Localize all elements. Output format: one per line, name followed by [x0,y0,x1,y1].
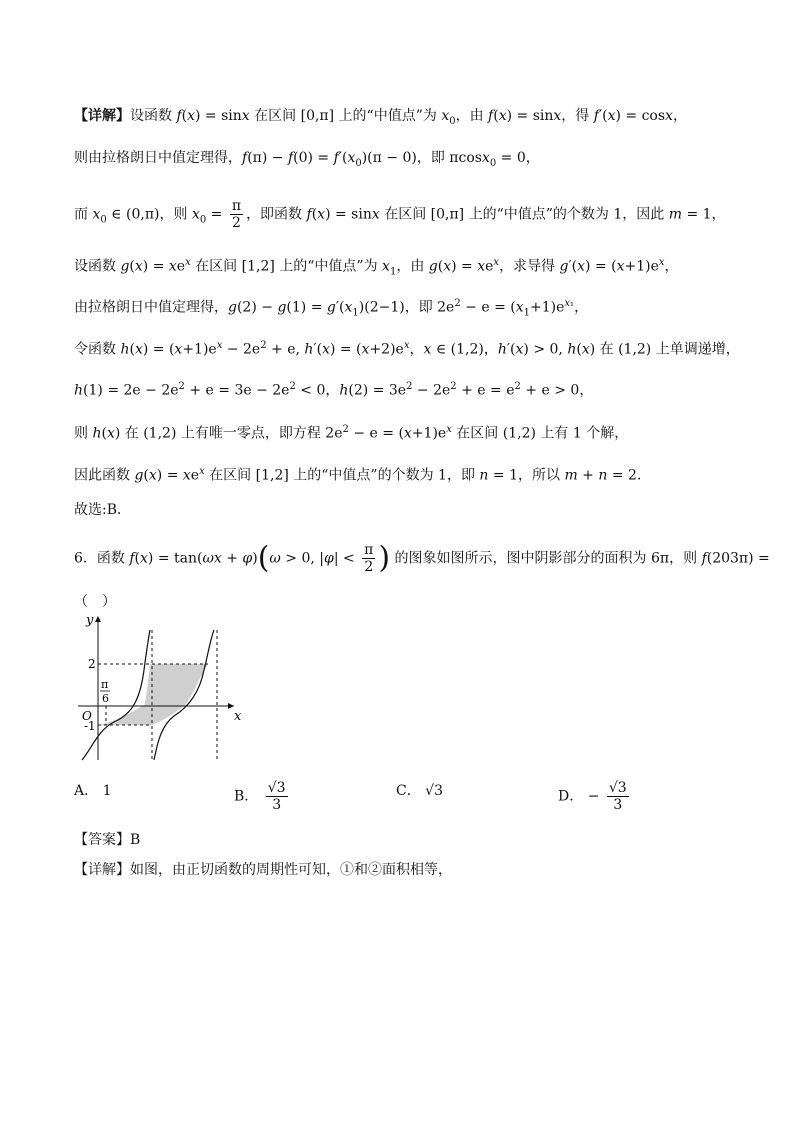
fraction-pi-over-2: $\frac{\pi}{2}$ [231,198,242,231]
detail-line-1: 【详解】设函数 f(x) = sinx 在区间 [0,π] 上的“中值点”为 $x_0$，由 f(x) = sinx，得 f′(x) = cosx， [74,108,687,127]
option-a-label: A． [74,783,99,799]
option-c-value: √3 [425,783,443,799]
option-a-value: 1 [102,783,112,799]
detail-line-9: 因此函数 $g(x) = xe^x$ 在区间 [1,2] 上的“中值点”的个数为 1，即 n = 1，所以 m + n = 2． [74,466,651,484]
option-a[interactable] [74,780,112,800]
detail-last-line: 【详解】如图，由正切函数的周期性可知，①和②面积相等， [74,862,452,878]
detail-line-4: 设函数 $g(x) = xe^x$ 在区间 [1,2] 上的“中值点”为 $x_1$，由 $g(x) = xe^x$，求导得 $g'(x) = (x+1)e^x$， [74,257,679,278]
origin-label: O [82,709,92,723]
option-c[interactable] [396,780,443,800]
x-axis-label: x [234,709,242,724]
tick-2-label: 2 [88,657,96,671]
detail-line-6: 令函数 $h(x) = (x+1)e^x - 2e^2 + e$, $h'(x) = (x+2)e^x$，x ∈ (1,2)，h′(x) > 0, h(x) 在 (1,2) 上单调递增， [74,340,740,358]
detail-line-5: 由拉格朗日中值定理得，$g(2) - g(1) = g'(x_1)(2-1)$，即 $2e^2 - e = (x_1+1)e^{x_1}$， [74,298,589,319]
question-6: 6．函数 f(x) = tan(ωx + φ)(ω > 0, |φ| < $\frac{\pi}{2}$ ) 的图象如图所示，图中阴影部分的面积为 6π，则 f(203π) = [74,540,770,576]
detail-line-2: 则由拉格朗日中值定理得，$f(\pi) - f(0) = f'(x_0)(\pi - 0)$，即 πcosx$_0$ = 0， [74,150,540,169]
fraction-pi-over-2-q: $\frac{\pi}{2}$ [364,542,374,575]
tick-pi6-num: π [101,678,109,691]
tan-branch-1 [82,630,150,760]
option-d-sign: − [587,788,600,805]
y-axis-arrow [95,616,101,622]
tick-pi6-den: 6 [102,692,109,705]
detail-line-7: $h(1) = 2e - 2e^2 + e = 3e - 2e^2 < 0$，$h(2) = 3e^2 - 2e^2 + e = e^2 + e > 0$， [74,381,594,399]
option-d[interactable] [558,780,632,813]
answer-line: 【答案】B [74,832,141,848]
tick-neg1-label: -1 [84,719,96,733]
tangent-graph [74,610,254,770]
detail-line-8: 则 h(x) 在 (1,2) 上有唯一零点，即方程 $2e^2 - e = (x+1)e^x$ 在区间 (1,2) 上有 1 个解， [74,424,629,442]
option-b-fraction: $\frac{√3}{3}$ [267,780,286,813]
option-d-fraction: $\frac{√3}{3}$ [608,780,627,813]
choose-line: 故选:B． [74,502,132,518]
option-c-label: C． [396,783,421,799]
option-b-label: B． [234,788,259,805]
option-d-label: D． [558,788,584,805]
option-b[interactable] [234,780,291,813]
shaded-region [98,664,208,725]
detail-line-3: 而 $x_0$ ∈ (0,π)，则 $x_0$ = $\frac{\pi}{2}$ ，即函数 f(x) = sinx 在区间 [0,π] 上的“中值点”的个数为 1，因此 m = 1， [74,198,726,231]
answer-paren: （ ） [74,594,116,610]
y-axis-label: y [86,613,94,628]
